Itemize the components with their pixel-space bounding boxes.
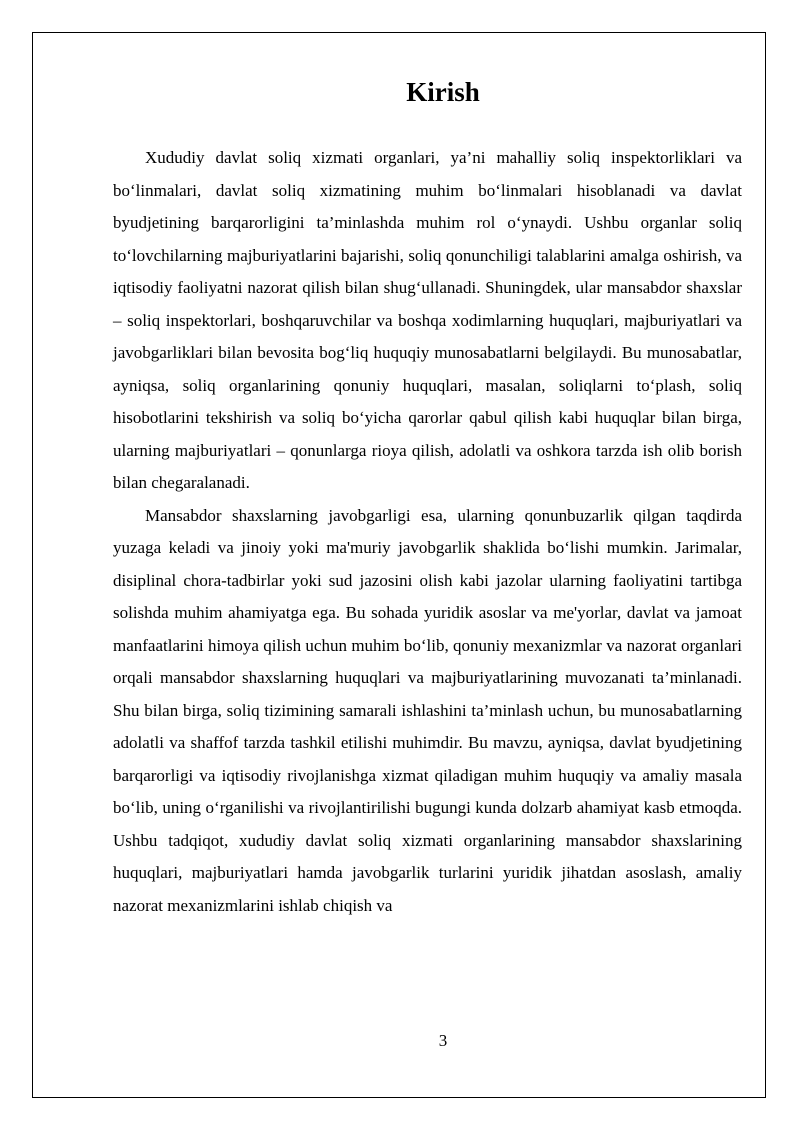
paragraph-1: Xududiy davlat soliq xizmati organlari, ya’ni mahalliy soliq inspektorliklari va bo‘linmalari, davlat soliq xizmatining muhim bo‘linmalari hisoblanadi va davlat byudjetining barqarorligini ta’minlashda muhim rol o‘ynaydi. Ushbu organlar soliq to‘lovchilarning majburiyatlarini bajarishi, soliq qonunchiligi talablarini amalga oshirish, va iqtisodiy faoliyatni nazorat qilish bilan shug‘ullanadi. Shuningdek, ular mansabdor shaxslar – soliq inspektorlari, boshqaruvchilar va boshqa xodimlarning huquqlari, majburiyatlari va javobgarliklari bilan bevosita bog‘liq huquqiy munosabatlarni belgilaydi. Bu munosabatlar, ayniqsa, soliq organlarining qonuniy huquqlari, masalan, soliqlarni to‘plash, soliq hisobotlarini tekshirish va soliq bo‘yicha qarorlar qabul qilish kabi huquqlar bilan birga, ularning majburiyatlari – qonunlarga rioya qilish, adolatli va oshkora tarzda ish olib borish bilan chegaralanadi.: [113, 148, 742, 492]
page-title: Kirish: [406, 77, 480, 107]
page-number: 3: [438, 1031, 448, 1050]
paragraph-2: Mansabdor shaxslarning javobgarligi esa, ularning qonunbuzarlik qilgan taqdirda yuzaga keladi va jinoiy yoki ma'muriy javobgarlik shaklida bo‘lishi mumkin. Jarimalar, disiplinal chora-tadbirlar yoki sud jazosini olish kabi jazolar ularning faoliyatini tartibga solishda muhim ahamiyatga ega. Bu sohada yuridik asoslar va me'yorlar, davlat va jamoat manfaatlarini himoya qilish uchun muhim bo‘lib, qonuniy mexanizmlar va nazorat organlari orqali mansabdor shaxslarning huquqlari va majburiyatlarining muvozanati ta’minlanadi. Shu bilan birga, soliq tizimining samarali ishlashini ta’minlash uchun, bu munosabatlarning adolatli va shaffof tarzda tashkil etilishi muhimdir. Bu mavzu, ayniqsa, davlat byudjetining barqarorligi va iqtisodiy rivojlanishga xizmat qiladigan muhim huquqiy va amaliy masala bo‘lib, uning o‘rganilishi va rivojlantirilishi bugungi kunda dolzarb ahamiyat kasb etmoqda. Ushbu tadqiqot, xududiy davlat soliq xizmati organlarining mansabdor shaxslarining huquqlari, majburiyatlari hamda javobgarlik turlarini yuridik jihatdan asoslash, amaliy nazorat mexanizmlarini ishlab chiqish va: [113, 505, 742, 915]
body-text: [113, 142, 742, 922]
